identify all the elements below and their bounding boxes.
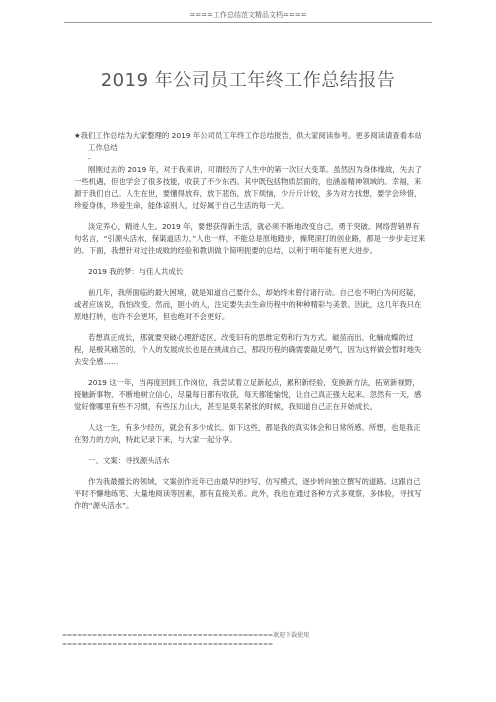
footer-line-1: ==========================================欢迎下载使用	[62, 632, 310, 639]
separator-dash: -	[88, 154, 91, 163]
document-title: 2019 年公司员工年终工作总结报告	[100, 70, 396, 91]
page-footer	[62, 631, 422, 649]
intro-paragraph: ★我们工作总结为大家整理的 2019 年公司员工年终工作总结报告，供大家阅读参考。更多阅读请查看本站	[74, 131, 422, 140]
header-divider	[64, 22, 432, 23]
body-paragraph-6: 人这一生，有多少经历，就会有多少成长。如下这些，都是我的真实体会和日常所感、所想，也是我正在努力的方向，特此记录下来，与大家一起分享。	[74, 423, 421, 444]
page-header: ====工作总结范文精品文档====	[189, 11, 307, 19]
body-paragraph-3: 前几年，我所面临的最大困境，就是知道自己要什么，却始终未曾付诸行动。自己也不明白为何迟疑，或者应该说，我怕改变。然而，胆小的人，注定要失去生命历程中的种种精彩与美景。因此，这几年我只在原地打转，也许不会更坏，但也绝对不会更好。	[74, 288, 422, 321]
footer-line-2: ==========================================	[62, 641, 274, 648]
body-paragraph-7: 作为我最擅长的领域，文案创作近年已由最早的抄写、仿写模式，逐步转向独立撰写的道路。这跟自己平时不懈地练笔、大量地阅读等因素，都有直接关系。此外，我也在通过各种方式多观察，多体验，寻找写作的“源头活水”。	[74, 477, 422, 510]
document-body	[74, 130, 426, 521]
section-heading-copywriting: 一、文案：寻找源头活水	[88, 456, 170, 465]
section-heading-dream: 2019 我的梦：与佳人共成长	[88, 267, 184, 276]
body-paragraph-5: 2019 这一年，当再度回到工作岗位，我尝试着立足新起点，累积新经验，变换新方法，拓宽新视野，接触新事物，不断地树立信心，尽量每日都有收获，每天都能愉悦，让自己真正强大起来。忽然有一天，感觉好像哪里有些不习惯，有些压力山大，甚至是莫名紧张的时候，我知道自己正在开始成长。	[74, 378, 422, 411]
body-paragraph-1: 刚刚过去的 2019 年，对于我来讲，可谓经历了人生中的第一次巨大变革。虽然因为身体缘故，失去了一些机遇，但也学会了很多技能，收获了不少东西。其中既包括物质层面的，也涵盖精神领域的。幸福，来源于我们自己。人生在世，要懂得放弃，放下悲伤，放下烦恼，少斤斤计较，多为对方找想，要学会珍惜，珍爱身体，珍爱生命，能体谅别人，过好属于自己生活的每一天。	[74, 165, 422, 210]
body-paragraph-2: 淡定养心，精进人生。2019 年，要想获得新生活，就必须不断地改变自己，勇于突破。网络营销界有句名言，“引源头活水，保渠道活力，”人也一样，不能总是原地踏步，操爬滚打的创业路，都是一步步走过来的。下面，我想针对过往成败的经验和教训做个简明扼要的总结，以利于明年能有更大进步。	[74, 222, 426, 255]
body-paragraph-4: 若想真正成长，那就要突破心理舒适区，改变旧有的思维定势和行为方式。破茧而出、化蛹成蝶的过程，是极其痛苦的。个人的发展成长也是在挑战自己，那段历程的确需要敲足勇气，因为这样做会暂时地失去安全感……	[74, 333, 422, 366]
intro-link[interactable]: 工作总结	[88, 143, 118, 152]
